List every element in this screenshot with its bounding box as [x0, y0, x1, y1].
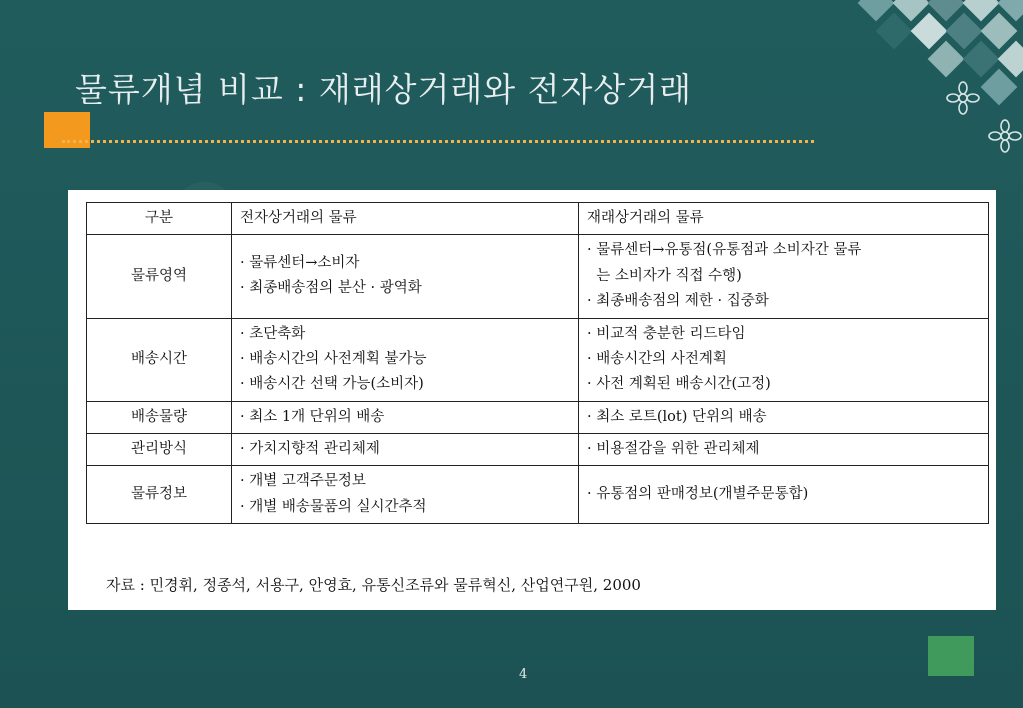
cell-line: · 개별 배송물품의 실시간추적 — [240, 498, 427, 515]
cell-line: · 유통점의 판매정보(개별주문통합) — [587, 486, 809, 503]
flower-icon — [987, 118, 1023, 154]
ecommerce-cell — [232, 434, 579, 466]
row-category: 배송시간 — [87, 318, 232, 401]
cell-line: · 최종배송점의 분산 · 광역화 — [240, 280, 422, 297]
ecommerce-cell — [232, 466, 579, 524]
cell-line: · 개별 고객주문정보 — [240, 473, 366, 490]
traditional-cell — [579, 434, 989, 466]
table-row — [87, 434, 989, 466]
row-category: 관리방식 — [87, 434, 232, 466]
flower-icon — [945, 80, 981, 116]
cell-line: 는 소비자가 직접 수행) — [587, 267, 742, 284]
cell-line: · 최종배송점의 제한 · 집중화 — [587, 293, 769, 310]
ecommerce-cell — [232, 318, 579, 401]
decorative-corner-pattern — [793, 0, 1023, 160]
cell-line: · 최소 1개 단위의 배송 — [240, 408, 385, 425]
ecommerce-cell — [232, 235, 579, 318]
ecommerce-cell — [232, 401, 579, 433]
traditional-cell — [579, 401, 989, 433]
table-header-row — [87, 203, 989, 235]
slide-title: 물류개념 비교 : 재래상거래와 전자상거래 — [75, 70, 693, 109]
header-ecommerce: 전자상거래의 물류 — [232, 203, 579, 235]
header-traditional: 재래상거래의 물류 — [579, 203, 989, 235]
cell-line: · 가치지향적 관리체제 — [240, 441, 380, 457]
table-row — [87, 235, 989, 318]
table-row — [87, 318, 989, 401]
cell-line: · 배송시간 선택 가능(소비자) — [240, 376, 424, 393]
header-category: 구분 — [87, 203, 232, 235]
row-category: 물류영역 — [87, 235, 232, 318]
cell-line: · 비교적 충분한 리드타임 — [587, 325, 746, 342]
title-dotted-divider — [62, 140, 814, 143]
comparison-table — [86, 202, 989, 524]
traditional-cell — [579, 318, 989, 401]
row-category: 배송물량 — [87, 401, 232, 433]
cell-line: · 초단축화 — [240, 325, 306, 342]
row-category: 물류정보 — [87, 466, 232, 524]
table-row — [87, 466, 989, 524]
cell-line: · 사전 계획된 배송시간(고정) — [587, 376, 771, 393]
comparison-panel — [68, 190, 996, 610]
traditional-cell — [579, 466, 989, 524]
table-row — [87, 401, 989, 433]
cell-line: · 배송시간의 사전계획 — [587, 350, 727, 367]
corner-accent-square — [928, 636, 974, 676]
cell-line: · 배송시간의 사전계획 불가능 — [240, 350, 427, 367]
cell-line: · 물류센터→유통점(유통점과 소비자간 물류 — [587, 242, 862, 259]
page-number: 4 — [519, 667, 528, 682]
cell-line: · 물류센터→소비자 — [240, 255, 360, 272]
source-note: 자료 : 민경휘, 정종석, 서용구, 안영효, 유통신조류와 물류혁신, 산업연구원, 2000 — [106, 576, 641, 594]
cell-line: · 비용절감을 위한 관리체제 — [587, 441, 760, 457]
cell-line: · 최소 로트(lot) 단위의 배송 — [587, 408, 767, 425]
traditional-cell — [579, 235, 989, 318]
